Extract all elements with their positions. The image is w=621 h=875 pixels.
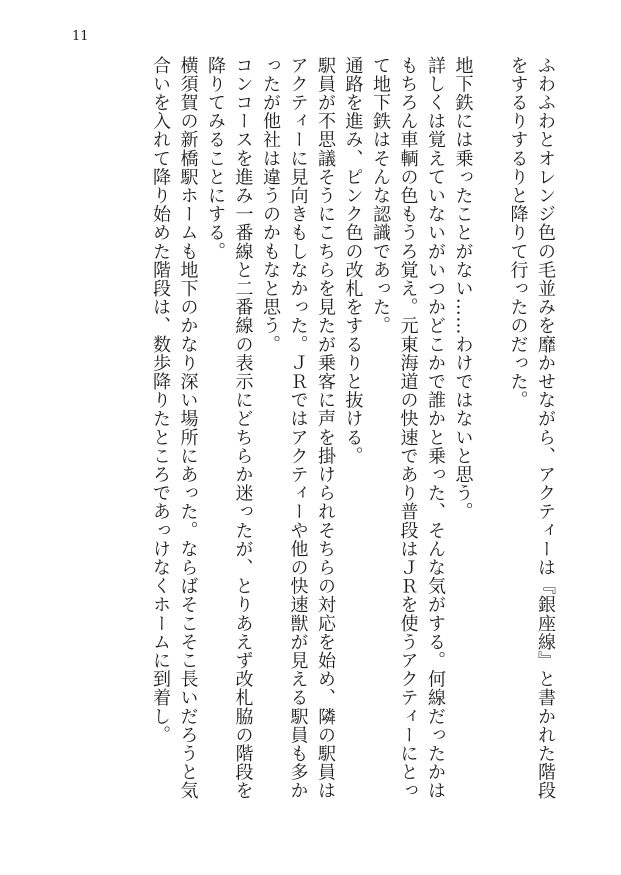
paragraph-break [477,56,505,816]
paragraph: 通路を進み、ピンク色の改札をするりと抜ける。 [342,56,364,466]
paragraph: 詳しくは覚えていないがいつかどこかで誰かと乗った、そんな気がする。何線だったかはもちろん車輌の色もうろ覚え。元東海道の快速であり普段はＪＲを使うアクティーにとって地下鉄はそんな認識であった。 [370,56,446,800]
paragraph: コンコースを進み一番線と二番線の表示にどちらか迷ったが、とりあえず改札脇の階段を降りてみることにする。 [205,56,254,800]
paragraph: 横須賀の新橋駅ホームも地下のかなり深い場所にあった。ならばそこそこ長いだろうと気合いを入れて降り始めた階段は、数歩降りたところであっけなくホームに到着し。 [150,56,199,800]
body-text [147,56,560,816]
paragraph: 駅員が不思議そうにこちらを見たが乗客に声を掛けられそちらの対応を始め、隣の駅員はアクティーに見向きもしなかった。ＪＲではアクティーや他の快速獣が見える駅員も多かったが他社は違うのかもなと思う。 [260,56,336,800]
paragraph: ふわふわとオレンジ色の毛並みを靡かせながら、アクティーは『銀座線』と書かれた階段をするりするりと降りて行ったのだった。 [507,56,556,800]
page-number: 11 [72,29,89,44]
paragraph: 地下鉄には乗ったことがない……わけではないと思う。 [452,56,474,521]
